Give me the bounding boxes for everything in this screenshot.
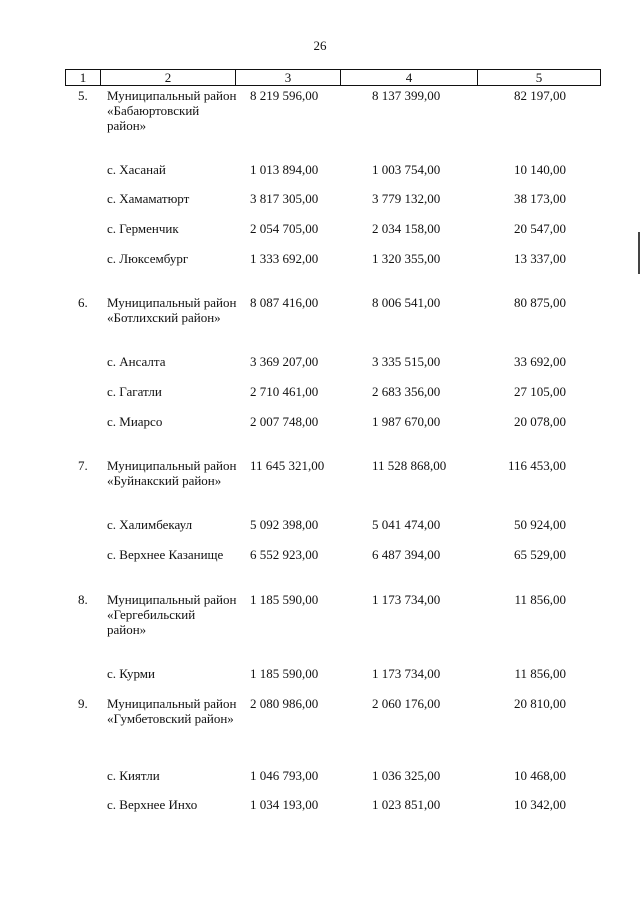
header-col-5: 5	[535, 70, 543, 85]
row-value-3: 6 552 923,00	[250, 547, 319, 562]
row-value-3: 8 219 596,00	[250, 88, 319, 103]
row-value-4: 3 779 132,00	[372, 191, 441, 206]
row-value-4: 8 137 399,00	[372, 88, 441, 103]
row-value-5: 38 173,00	[514, 191, 566, 206]
row-value-5: 10 342,00	[514, 797, 566, 812]
row-value-3: 3 369 207,00	[250, 354, 319, 369]
row-value-3: 1 013 894,00	[250, 162, 319, 177]
row-value-5: 10 140,00	[514, 162, 566, 177]
row-name: Муниципальный район «Гумбетовский район»	[107, 696, 237, 726]
row-value-4: 2 034 158,00	[372, 221, 441, 236]
row-value-4: 1 320 355,00	[372, 251, 441, 266]
row-value-4: 1 023 851,00	[372, 797, 441, 812]
row-number: 7.	[78, 458, 88, 473]
row-value-4: 1 173 734,00	[372, 666, 441, 681]
row-value-5: 10 468,00	[514, 768, 566, 783]
row-value-5: 33 692,00	[514, 354, 566, 369]
header-col-3: 3	[236, 70, 341, 85]
table-header	[65, 69, 601, 86]
row-value-5: 20 078,00	[514, 414, 566, 429]
row-value-5: 27 105,00	[514, 384, 566, 399]
row-value-4: 1 173 734,00	[372, 592, 441, 607]
row-name: Муниципальный район «Буйнакский район»	[107, 458, 237, 488]
header-col-1: 1	[66, 70, 101, 85]
row-name: с. Верхнее Казанище	[107, 547, 224, 562]
row-value-3: 8 087 416,00	[250, 295, 319, 310]
row-name: с. Гагатли	[107, 384, 162, 399]
row-value-5: 20 547,00	[514, 221, 566, 236]
row-name: с. Верхнее Инхо	[107, 797, 198, 812]
row-number: 9.	[78, 696, 88, 711]
row-number: 6.	[78, 295, 88, 310]
header-col-2: 2	[101, 70, 236, 85]
row-name: с. Люксембург	[107, 251, 189, 266]
row-number: 5.	[78, 88, 88, 103]
row-name: с. Герменчик	[107, 221, 179, 236]
row-value-5: 11 856,00	[514, 592, 566, 607]
row-value-5: 116 453,00	[507, 458, 566, 473]
row-name: с. Киятли	[107, 768, 160, 783]
row-name: Муниципальный район «Гергебильский район»	[107, 592, 237, 637]
row-value-4: 2 683 356,00	[372, 384, 441, 399]
row-value-3: 11 645 321,00	[250, 458, 325, 473]
row-value-4: 1 987 670,00	[372, 414, 441, 429]
row-value-3: 2 007 748,00	[250, 414, 319, 429]
row-value-5: 20 810,00	[514, 696, 566, 711]
row-name: с. Миарсо	[107, 414, 163, 429]
row-value-4: 6 487 394,00	[372, 547, 441, 562]
row-value-5: 13 337,00	[514, 251, 566, 266]
row-value-4: 1 036 325,00	[372, 768, 441, 783]
row-name: Муниципальный район «Бабаюртовский район»	[107, 88, 237, 133]
row-value-3: 3 817 305,00	[250, 191, 319, 206]
row-value-4: 5 041 474,00	[372, 517, 441, 532]
row-name: Муниципальный район «Ботлихский район»	[107, 295, 237, 325]
row-value-4: 3 335 515,00	[372, 354, 441, 369]
row-value-3: 1 034 193,00	[250, 797, 319, 812]
row-value-4: 1 003 754,00	[372, 162, 441, 177]
row-name: с. Ансалта	[107, 354, 166, 369]
row-value-5: 50 924,00	[514, 517, 566, 532]
row-value-3: 2 054 705,00	[250, 221, 319, 236]
row-value-3: 1 333 692,00	[250, 251, 319, 266]
row-name: с. Хамаматюрт	[107, 191, 190, 206]
page-number: 26	[313, 38, 327, 53]
row-value-5: 65 529,00	[514, 547, 566, 562]
row-value-3: 5 092 398,00	[250, 517, 319, 532]
row-name: с. Халимбекаул	[107, 517, 193, 532]
row-name: с. Хасанай	[107, 162, 166, 177]
row-value-4: 2 060 176,00	[372, 696, 441, 711]
row-value-4: 11 528 868,00	[372, 458, 447, 473]
row-value-5: 11 856,00	[514, 666, 566, 681]
row-value-3: 2 080 986,00	[250, 696, 319, 711]
row-value-4: 8 006 541,00	[372, 295, 441, 310]
row-value-3: 2 710 461,00	[250, 384, 319, 399]
row-number: 8.	[78, 592, 88, 607]
row-value-5: 82 197,00	[514, 88, 566, 103]
header-col-4: 4	[341, 70, 478, 85]
row-value-3: 1 185 590,00	[250, 666, 319, 681]
row-value-5: 80 875,00	[514, 295, 566, 310]
row-value-3: 1 185 590,00	[250, 592, 319, 607]
row-name: с. Курми	[107, 666, 155, 681]
row-value-3: 1 046 793,00	[250, 768, 319, 783]
